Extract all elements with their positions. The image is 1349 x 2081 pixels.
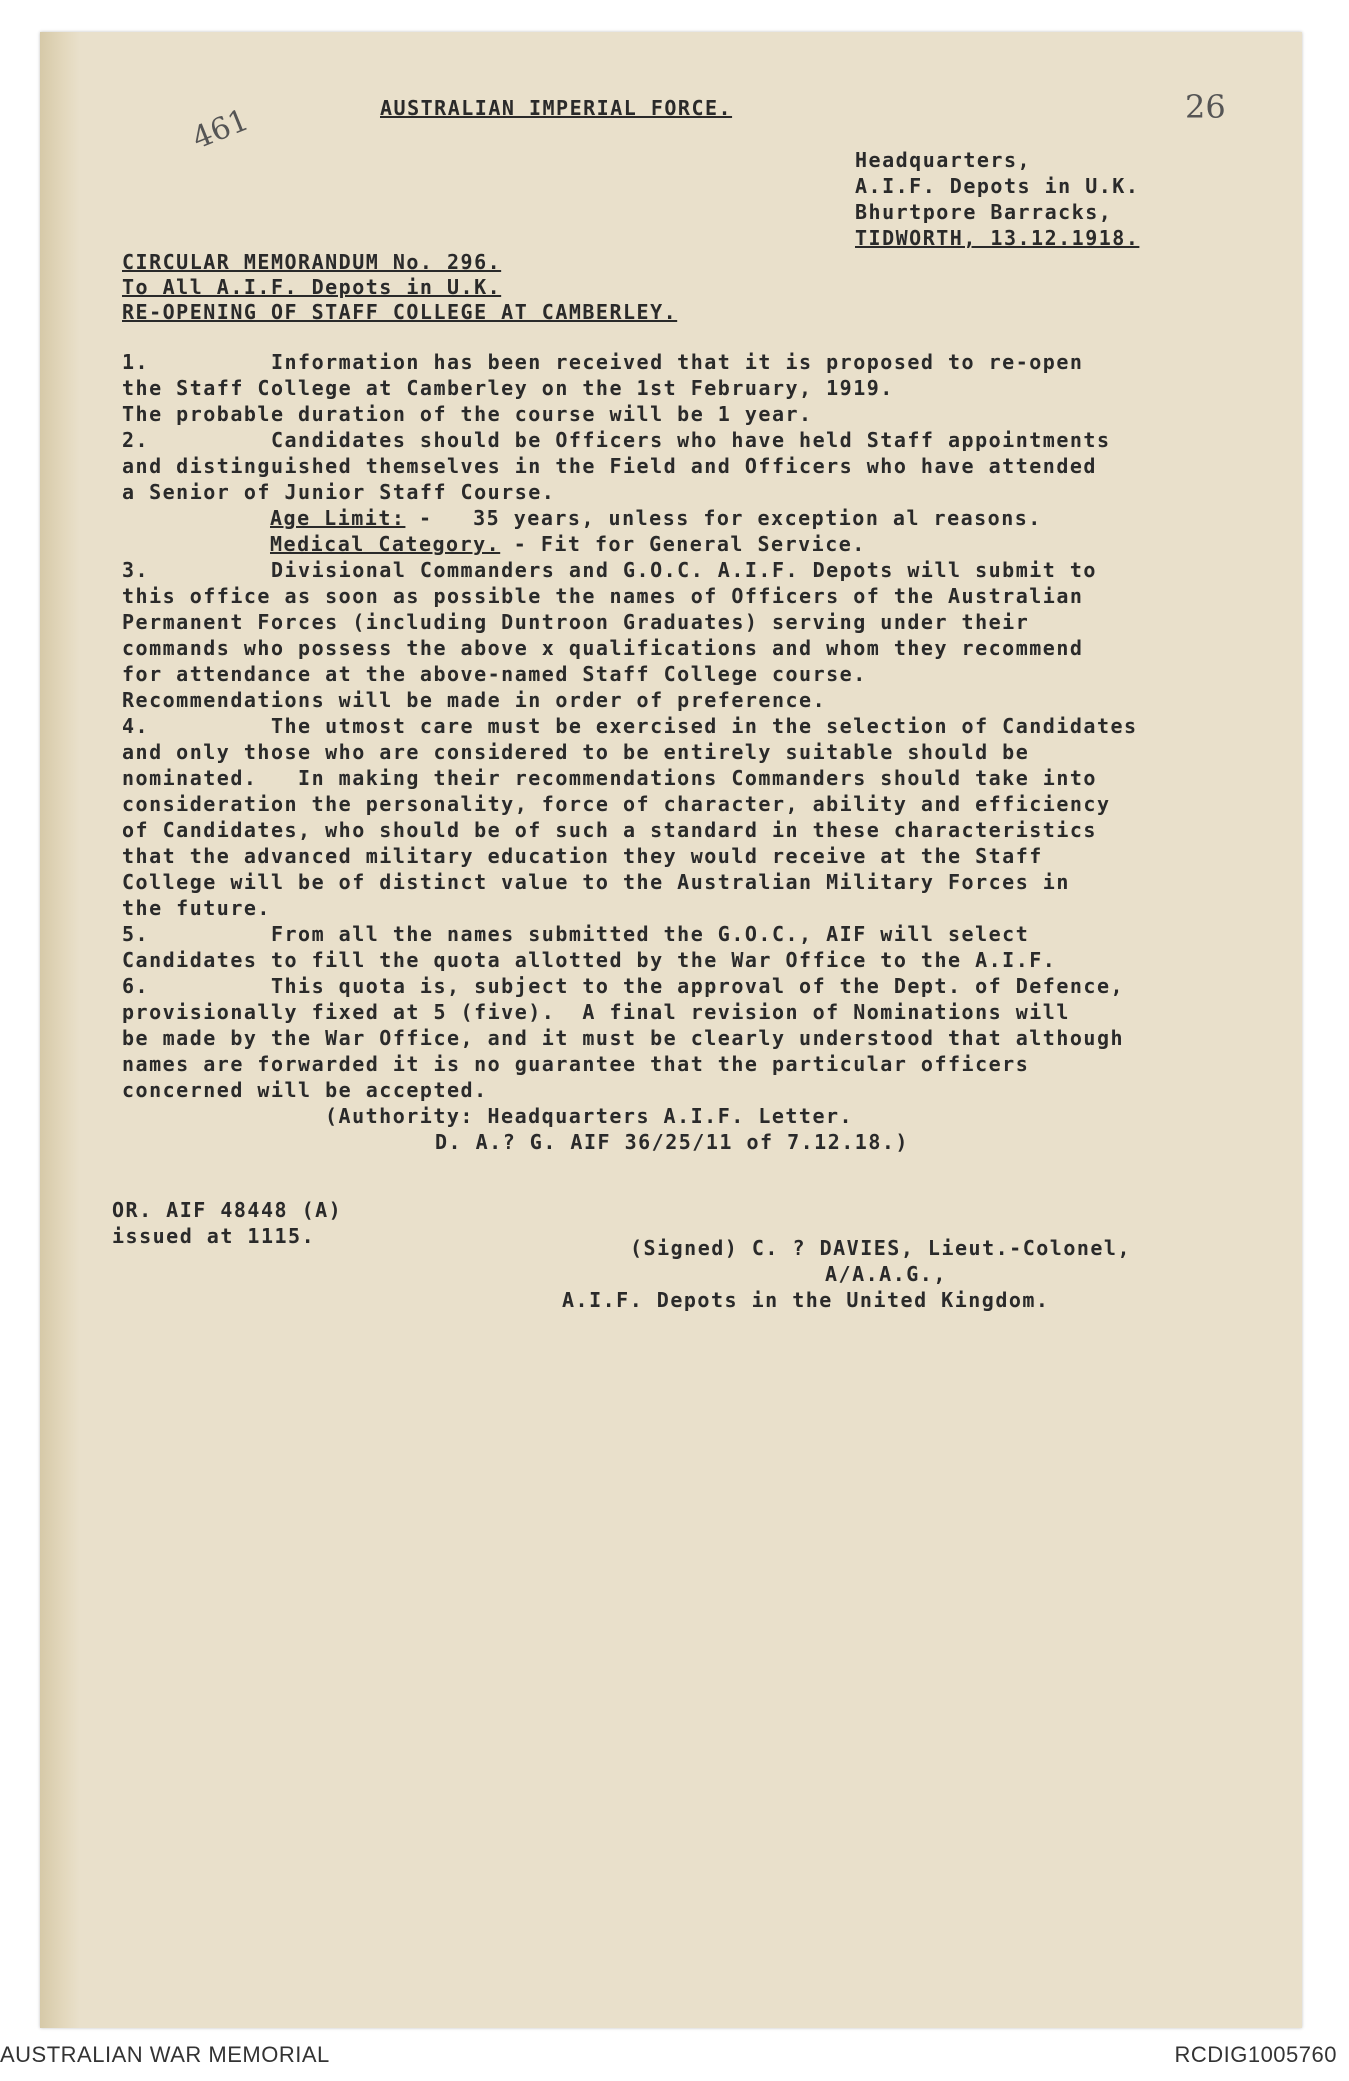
text-line: consideration the personality, force of character, ability and efficiency bbox=[122, 792, 1111, 816]
hq-line: Headquarters, bbox=[855, 148, 1032, 172]
text-line: 2. Candidates should be Officers who have held Staff appointments bbox=[122, 428, 1111, 452]
authority-line: (Authority: Headquarters A.I.F. Letter. bbox=[325, 1104, 854, 1128]
footer-right: RCDIG1005760 bbox=[1174, 2042, 1337, 2067]
text-line: 1. Information has been received that it is proposed to re-open bbox=[122, 350, 1084, 374]
signature-line: A/A.A.G., bbox=[825, 1262, 947, 1286]
signature-line: (Signed) C. ? DAVIES, Lieut.-Colonel, bbox=[630, 1236, 1132, 1260]
text-line: 4. The utmost care must be exercised in the selection of Candidates bbox=[122, 714, 1138, 738]
text-line: Permanent Forces (including Duntroon Graduates) serving under their bbox=[122, 610, 1030, 634]
medical-category-value: - Fit for General Service. bbox=[500, 532, 866, 556]
text-line: 6. This quota is, subject to the approval of the Dept. of Defence, bbox=[122, 974, 1125, 998]
authority-line: D. A.? G. AIF 36/25/11 of 7.12.18.) bbox=[435, 1130, 909, 1154]
text-line: The probable duration of the course will be 1 year. bbox=[122, 402, 813, 426]
text-line: and distinguished themselves in the Field and Officers who have attended bbox=[122, 454, 1097, 478]
text-line: provisionally fixed at 5 (five). A final revision of Nominations will bbox=[122, 1000, 1070, 1024]
text-line: a Senior of Junior Staff Course. bbox=[122, 480, 556, 504]
text-line: nominated. In making their recommendations Commanders should take into bbox=[122, 766, 1097, 790]
hq-line: Bhurtpore Barracks, bbox=[855, 200, 1113, 224]
text-line: Recommendations will be made in order of preference. bbox=[122, 688, 827, 712]
signature-line: A.I.F. Depots in the United Kingdom. bbox=[562, 1288, 1050, 1312]
text-line: be made by the War Office, and it must be clearly understood that although bbox=[122, 1026, 1125, 1050]
medical-category-label: Medical Category. bbox=[270, 532, 501, 556]
text-line: College will be of distinct value to the Australian Military Forces in bbox=[122, 870, 1070, 894]
text-line: the Staff College at Camberley on the 1st February, 1919. bbox=[122, 376, 894, 400]
text-line: and only those who are considered to be entirely suitable should be bbox=[122, 740, 1030, 764]
text-line: for attendance at the above-named Staff College course. bbox=[122, 662, 867, 686]
text-line: of Candidates, who should be of such a standard in these characteristics bbox=[122, 818, 1097, 842]
addressee: To All A.I.F. Depots in U.K. bbox=[122, 275, 502, 299]
medical-category-line bbox=[270, 532, 866, 556]
text-line: concerned will be accepted. bbox=[122, 1078, 488, 1102]
reference-line: OR. AIF 48448 (A) bbox=[112, 1198, 343, 1222]
text-line: that the advanced military education they would receive at the Staff bbox=[122, 844, 1043, 868]
text-line: the future. bbox=[122, 896, 271, 920]
memo-number: CIRCULAR MEMORANDUM No. 296. bbox=[122, 250, 502, 274]
footer-left: AUSTRALIAN WAR MEMORIAL bbox=[0, 2042, 330, 2067]
text-line: 5. From all the names submitted the G.O.C., AIF will select bbox=[122, 922, 1030, 946]
age-limit-line bbox=[270, 506, 1042, 530]
text-line: names are forwarded it is no guarantee that the particular officers bbox=[122, 1052, 1030, 1076]
reference-line: issued at 1115. bbox=[112, 1224, 316, 1248]
text-line: this office as soon as possible the names of Officers of the Australian bbox=[122, 584, 1084, 608]
age-limit-label: Age Limit: bbox=[270, 506, 406, 530]
header-title: AUSTRALIAN IMPERIAL FORCE. bbox=[380, 96, 733, 120]
handwritten-folio-number: 461 bbox=[187, 102, 254, 157]
age-limit-value: - 35 years, unless for exception al reasons. bbox=[405, 506, 1042, 530]
text-line: commands who possess the above x qualifications and whom they recommend bbox=[122, 636, 1084, 660]
text-line: Candidates to fill the quota allotted by the War Office to the A.I.F. bbox=[122, 948, 1057, 972]
text-line: 3. Divisional Commanders and G.O.C. A.I.F. Depots will submit to bbox=[122, 558, 1097, 582]
subject-line: RE-OPENING OF STAFF COLLEGE AT CAMBERLEY. bbox=[122, 300, 678, 324]
hq-line: A.I.F. Depots in U.K. bbox=[855, 174, 1140, 198]
torn-left-edge bbox=[40, 32, 80, 2028]
place-date: TIDWORTH, 13.12.1918. bbox=[855, 226, 1140, 250]
page-number: 26 bbox=[1185, 88, 1226, 126]
